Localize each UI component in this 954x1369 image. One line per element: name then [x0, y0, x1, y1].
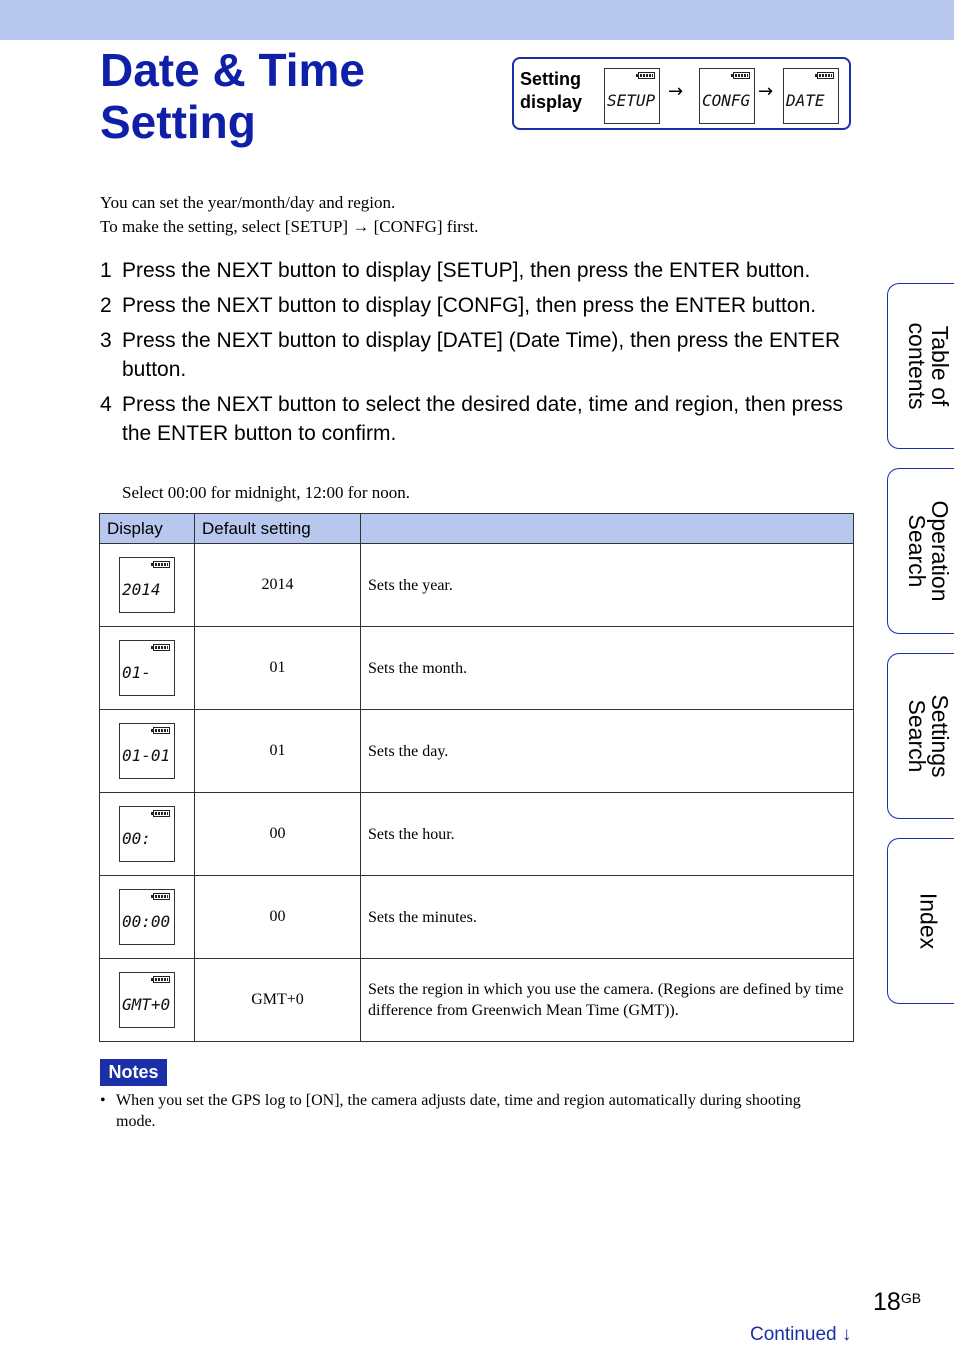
battery-icon [153, 810, 170, 817]
lcd-screen-date [783, 68, 839, 124]
lcd-screen [119, 889, 175, 945]
settings-table [99, 513, 854, 1042]
lcd-text: 00:00 [122, 912, 171, 931]
step-text: Press the NEXT button to display [DATE] (Date Time), then press the ENTER button. [122, 329, 841, 381]
display-cell [100, 544, 195, 627]
lcd-text: GMT+0 [122, 995, 171, 1014]
header-band [0, 0, 954, 40]
table-row [100, 627, 854, 710]
lcd-screen [119, 806, 175, 862]
step-number: 1 [100, 259, 112, 282]
note-text: When you set the GPS log to [ON], the camera adjusts date, time and region automatically during shooting mode. [116, 1092, 801, 1130]
default-cell: 00 [195, 793, 361, 876]
lcd-screen [119, 557, 175, 613]
battery-icon [153, 893, 170, 900]
description-cell: Sets the year. [361, 544, 854, 627]
bullet: • [100, 1092, 106, 1109]
display-cell [100, 793, 195, 876]
lcd-text: 00: [122, 829, 151, 848]
step-item [100, 256, 860, 285]
lcd-screen-setup [604, 68, 660, 124]
tab-label: Operation Search [903, 500, 953, 602]
table-row [100, 710, 854, 793]
col-description [361, 514, 854, 544]
intro-line2: To make the setting, select [SETUP] → [CONFG] first. [100, 217, 479, 236]
page-number: $18^{GB}$ [873, 1288, 922, 1316]
setting-display-box [512, 57, 851, 130]
step-number: 3 [100, 329, 112, 352]
intro-text [100, 191, 478, 239]
lcd-screen [119, 640, 175, 696]
step-text: Press the NEXT button to display [CONFG], then press the ENTER button. [122, 294, 817, 317]
default-cell: 01 [195, 627, 361, 710]
default-cell: 00 [195, 876, 361, 959]
step-item [100, 291, 860, 320]
description-cell: Sets the region in which you use the camera. (Regions are defined by time difference from Greenwich Mean Time (GMT)). [361, 959, 854, 1042]
tab-label: Settings Search [903, 694, 953, 778]
lcd-screen [119, 972, 175, 1028]
step-number: 2 [100, 294, 112, 317]
steps-list [100, 256, 860, 454]
battery-icon [153, 976, 170, 983]
tab-table-of-contents[interactable] [887, 283, 954, 449]
step-text: Press the NEXT button to display [SETUP], then press the ENTER button. [122, 259, 811, 282]
battery-icon [153, 727, 170, 734]
lcd-text: 2014 [122, 580, 161, 599]
col-default: Default setting [195, 514, 361, 544]
table-row [100, 959, 854, 1042]
lcd-text: 01-01 [122, 746, 171, 765]
display-cell [100, 876, 195, 959]
setting-label-line1: Setting [520, 69, 581, 89]
notes-label: Notes [100, 1059, 167, 1086]
lcd-text: DATE [786, 91, 825, 110]
intro-line1: You can set the year/month/day and region. [100, 193, 396, 212]
step-number: 4 [100, 393, 112, 416]
description-cell: Sets the month. [361, 627, 854, 710]
note-item [100, 1090, 820, 1132]
description-cell: Sets the hour. [361, 793, 854, 876]
step-item [100, 390, 860, 448]
page-title-line2: Setting [100, 96, 256, 148]
battery-icon [153, 561, 170, 568]
display-cell [100, 959, 195, 1042]
display-cell [100, 710, 195, 793]
continued-link[interactable]: Continued ↓ [750, 1324, 852, 1345]
page-suffix: GB [900, 1290, 922, 1306]
step-note: Select 00:00 for midnight, 12:00 for noon. [122, 483, 411, 502]
page-title-line1: Date & Time [100, 44, 366, 96]
lcd-screen-confg [699, 68, 755, 124]
tab-label: Table of contents [903, 322, 953, 410]
default-cell: GMT+0 [195, 959, 361, 1042]
arrow-icon: → [668, 81, 684, 102]
lcd-text: SETUP [607, 91, 656, 110]
lcd-text: CONFG [702, 91, 751, 110]
page-title [100, 44, 500, 148]
battery-icon [638, 72, 655, 79]
display-cell [100, 627, 195, 710]
tab-settings-search[interactable] [887, 653, 954, 819]
table-row [100, 876, 854, 959]
tab-operation-search[interactable] [887, 468, 954, 634]
step-item [100, 326, 860, 384]
arrow-icon: → [758, 81, 774, 102]
lcd-screen [119, 723, 175, 779]
step-text: Press the NEXT button to select the desired date, time and region, then press the ENTER button to confirm. [122, 393, 844, 445]
setting-label-line2: display [520, 92, 583, 112]
table-row [100, 793, 854, 876]
lcd-text: 01- [122, 663, 151, 682]
table-header-row [100, 514, 854, 544]
col-display: Display [100, 514, 195, 544]
tab-index[interactable] [887, 838, 954, 1004]
table-row [100, 544, 854, 627]
description-cell: Sets the minutes. [361, 876, 854, 959]
battery-icon [153, 644, 170, 651]
setting-display-label [520, 68, 582, 114]
default-cell: 01 [195, 710, 361, 793]
tab-label: Index [915, 892, 941, 950]
battery-icon [733, 72, 750, 79]
default-cell: 2014 [195, 544, 361, 627]
description-cell: Sets the day. [361, 710, 854, 793]
battery-icon [817, 72, 834, 79]
